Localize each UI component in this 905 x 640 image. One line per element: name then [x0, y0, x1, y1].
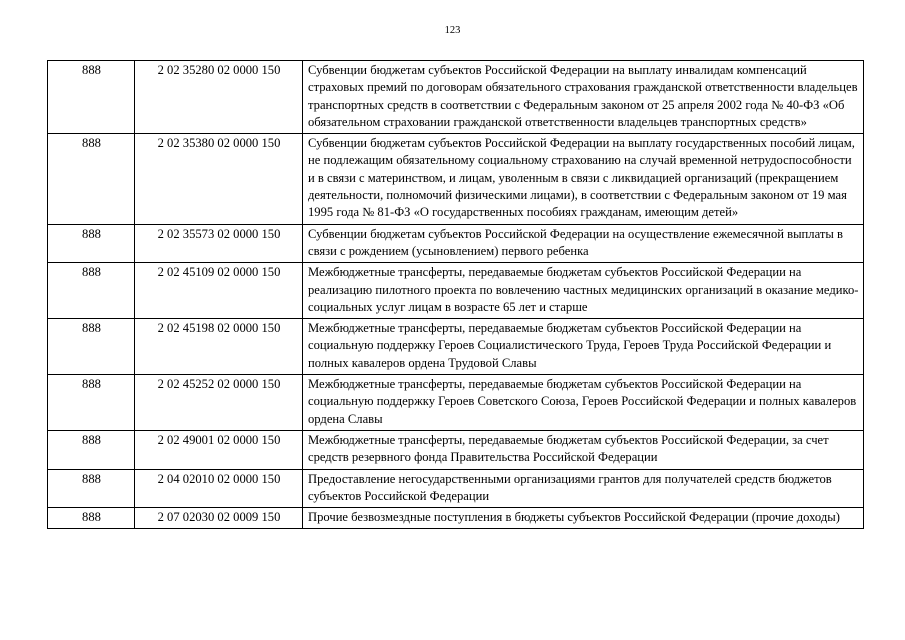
- admin-code-cell: 888: [48, 469, 135, 508]
- table-row: [48, 224, 864, 263]
- revenue-name-cell: Субвенции бюджетам субъектов Российской Федерации на выплату государственных пособий лицам, не подлежащим обязательному социальному страхованию на случай временной нетрудоспособности и в связи с материнством, и лицам, уволенным в связи с ликвидацией организаций (прекращением деятельности, полномочий физическими лицами), в соответствии с Федеральным законом от 19 мая 1995 года № 81-ФЗ «О государственных пособиях гражданам, имеющим детей»: [303, 134, 864, 224]
- admin-code-cell: 888: [48, 224, 135, 263]
- budget-classification-code-cell: 2 07 02030 02 0009 150: [135, 508, 303, 529]
- budget-classification-code-cell: 2 04 02010 02 0000 150: [135, 469, 303, 508]
- table-row: [48, 430, 864, 469]
- revenue-name-cell: Субвенции бюджетам субъектов Российской Федерации на осуществление ежемесячной выплаты в связи с рождением (усыновлением) первого ребенка: [303, 224, 864, 263]
- revenue-name-cell: Субвенции бюджетам субъектов Российской Федерации на выплату инвалидам компенсаций страховых премий по договорам обязательного страхования гражданской ответственности владельцев транспортных средств в соответствии с Федеральным законом от 25 апреля 2002 года № 40-ФЗ «Об обязательном страховании гражданской ответственности владельцев транспортных средств»: [303, 61, 864, 134]
- budget-classification-code-cell: 2 02 35380 02 0000 150: [135, 134, 303, 224]
- budget-classification-code-cell: 2 02 45252 02 0000 150: [135, 375, 303, 431]
- table-row: [48, 319, 864, 375]
- table-row: [48, 469, 864, 508]
- budget-classification-code-cell: 2 02 45109 02 0000 150: [135, 263, 303, 319]
- table-row: [48, 508, 864, 529]
- admin-code-cell: 888: [48, 375, 135, 431]
- revenue-name-cell: Межбюджетные трансферты, передаваемые бюджетам субъектов Российской Федерации на социальную поддержку Героев Социалистического Труда, Героев Труда Российской Федерации и полных кавалеров ордена Трудовой Славы: [303, 319, 864, 375]
- budget-classification-code-cell: 2 02 45198 02 0000 150: [135, 319, 303, 375]
- admin-code-cell: 888: [48, 430, 135, 469]
- revenue-name-cell: Прочие безвозмездные поступления в бюджеты субъектов Российской Федерации (прочие доходы): [303, 508, 864, 529]
- admin-code-cell: 888: [48, 134, 135, 224]
- admin-code-cell: 888: [48, 263, 135, 319]
- table-row: [48, 375, 864, 431]
- revenue-name-cell: Предоставление негосударственными организациями грантов для получателей средств бюджетов субъектов Российской Федерации: [303, 469, 864, 508]
- revenue-name-cell: Межбюджетные трансферты, передаваемые бюджетам субъектов Российской Федерации, за счет средств резервного фонда Правительства Российской Федерации: [303, 430, 864, 469]
- admin-code-cell: 888: [48, 508, 135, 529]
- budget-classification-code-cell: 2 02 49001 02 0000 150: [135, 430, 303, 469]
- budget-classification-code-cell: 2 02 35573 02 0000 150: [135, 224, 303, 263]
- admin-code-cell: 888: [48, 319, 135, 375]
- budget-classification-code-cell: 2 02 35280 02 0000 150: [135, 61, 303, 134]
- table-row: [48, 134, 864, 224]
- revenue-name-cell: Межбюджетные трансферты, передаваемые бюджетам субъектов Российской Федерации на социальную поддержку Героев Советского Союза, Героев Российской Федерации и полных кавалеров ордена Славы: [303, 375, 864, 431]
- table-row: [48, 263, 864, 319]
- revenue-name-cell: Межбюджетные трансферты, передаваемые бюджетам субъектов Российской Федерации на реализацию пилотного проекта по вовлечению частных медицинских организаций в оказание медико-социальных услуг лицам в возрасте 65 лет и старше: [303, 263, 864, 319]
- revenue-codes-table: [47, 60, 864, 529]
- table-row: [48, 61, 864, 134]
- page-number: 123: [444, 25, 461, 36]
- admin-code-cell: 888: [48, 61, 135, 134]
